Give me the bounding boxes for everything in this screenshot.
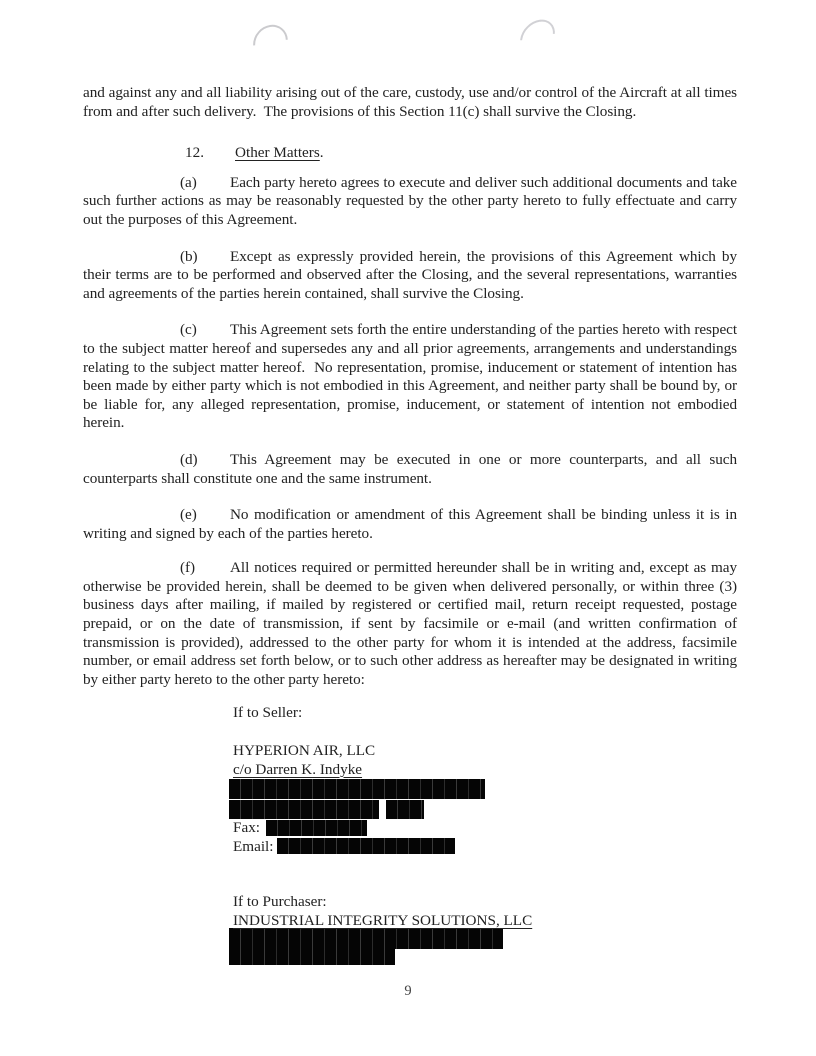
subsection-label: (e) [180, 506, 197, 524]
subsection-d [83, 451, 737, 488]
redacted-address-segment [229, 800, 379, 819]
redacted-address-line-1 [229, 928, 503, 949]
redacted-address-line-1 [229, 779, 485, 799]
subsection-label: (f) [180, 559, 196, 577]
section-heading [185, 144, 737, 163]
purchaser-company-name: INDUSTRIAL INTEGRITY SOLUTIONS, LLC [233, 912, 533, 929]
subsection-e [83, 506, 737, 543]
subsection-b [83, 248, 737, 304]
email-line [233, 838, 737, 857]
redacted-address-segment [386, 800, 424, 819]
fax-label: Fax: [233, 819, 261, 837]
subsection-label: (b) [180, 247, 198, 265]
section-title-period: . [319, 144, 324, 162]
purchaser-notice-heading: If to Purchaser: [233, 893, 327, 911]
redaction-gap [379, 800, 386, 819]
seller-care-of-line: c/o Darren K. Indyke [233, 760, 363, 778]
subsection-label: (c) [180, 321, 197, 339]
binder-ring-mark-left-icon [246, 18, 295, 68]
subsection-f [83, 559, 737, 689]
seller-company-name: HYPERION AIR, LLC [233, 742, 376, 760]
subsection-label: (a) [180, 173, 197, 191]
subsection-text: Each party hereto agrees to execute and deliver such additional documents and take such further actions as may be reasonably requested by the other party hereto to fully effectuate and carry out the purposes of this Agreement. [83, 173, 737, 228]
subsection-text: Except as expressly provided herein, the provisions of this Agreement which by their terms are to be performed and observed after the Closing, and the several representations, warranties and agreements of the parties herein contained, shall survive the Closing. [83, 247, 737, 302]
subsection-label: (d) [180, 450, 198, 468]
redacted-email-address [277, 838, 455, 854]
seller-notice-heading: If to Seller: [233, 704, 303, 722]
subsection-text: This Agreement may be executed in one or more counterparts, and all such counterparts shall constitute one and the same instrument. [83, 450, 737, 487]
subsection-text: This Agreement sets forth the entire understanding of the parties hereto with respect to the subject matter hereof and supersedes any and all prior agreements, arrangements and understandings relating to the subject matter hereof. No representation, promise, inducement or statement of intention has been made by either party which is not embodied in this Agreement, and neither party shall be bound by, or be liable for, any alleged representation, promise, inducement, or statement of intention not embodied herein. [83, 321, 737, 432]
subsection-text: All notices required or permitted hereunder shall be in writing and, except as may otherwise be provided herein, shall be deemed to be given when delivered personally, or within three (3) business days after mailing, if mailed by registered or certified mail, return receipt requested, postage prepaid, or on the date of transmission, if sent by facsimile or e-mail (and written confirmation of transmission is provided), addressed to the other party for whom it is intended at the address, facsimile number, or email address set forth below, or to such other address as hereafter may be designated in writing by either party hereto to the other party hereto: [83, 559, 737, 688]
fax-line [233, 819, 737, 838]
subsection-text: No modification or amendment of this Agreement shall be binding unless it is in writing and signed by each of the parties hereto. [83, 506, 737, 542]
redacted-address-line-2 [229, 949, 395, 965]
subsection-a [83, 174, 737, 230]
redacted-fax-number [266, 820, 367, 836]
continuation-paragraph: and against any and all liability arising out of the care, custody, use and/or control of the Aircraft at all times from and after such delivery. The provisions of this Section 11(c) shall survive the Closing. [83, 84, 737, 120]
page-content [83, 84, 737, 965]
binder-ring-mark-right-icon [513, 13, 562, 62]
page-number: 9 [404, 983, 412, 999]
subsection-c [83, 321, 737, 433]
section-number: 12. [185, 144, 204, 162]
section-title: Other Matters [235, 144, 320, 162]
purchaser-notice-block [233, 893, 737, 964]
seller-notice-block [233, 704, 737, 856]
email-label: Email: [233, 837, 274, 855]
redacted-address-line-2 [229, 800, 737, 819]
